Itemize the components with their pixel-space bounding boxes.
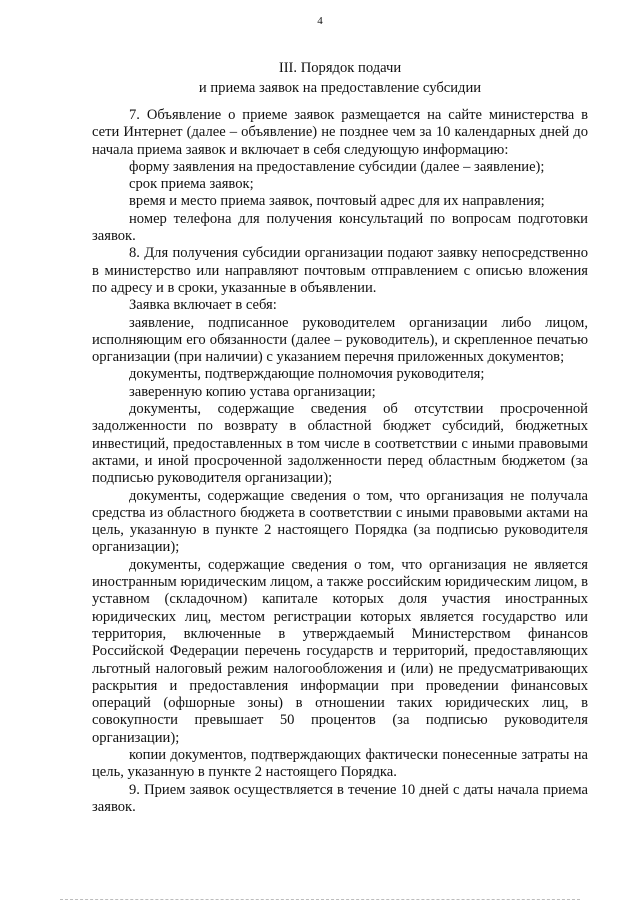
paragraph-application-contents: Заявка включает в себя: [129, 297, 277, 314]
paragraph-9-acceptance-period: 9. Прием заявок осуществляется в течение 10 дней с даты начала приема заявок. [92, 781, 588, 815]
paragraph-8-submission: 8. Для получения субсидии организации подают заявку непосредственно в министерство или направляют почтовым отправлением с описью вложения по адресу и в сроки, указанные в объявлении. [92, 245, 588, 296]
list-item-expense-copies: копии документов, подтверждающих фактически понесенные затраты на цель, указанную в пункте 2 настоящего Порядка. [92, 746, 588, 781]
document-body [92, 107, 588, 816]
section-title-line-1: III. Порядок подачи [278, 60, 402, 76]
page-number: 4 [317, 15, 323, 27]
list-item-no-debt-documents: документы, содержащие сведения об отсутствии просроченной задолженности по возврату в областной бюджет субсидий, бюджетных инвестиций, предоставленных в том числе в соответствии с иными правовыми актами, и иной просроченной задолженности перед областным бюджетом (за подписью руководителя организации); [92, 401, 588, 487]
paragraph-7-announcement: 7. Объявление о приеме заявок размещается на сайте министерства в сети Интернет (далее – объявление) не позднее чем за 10 календарных дней до начала приема заявок и включает в себя следующую информацию: [92, 107, 588, 158]
section-title-line-2: и приема заявок на предоставление субсидии [198, 80, 482, 96]
list-item-signed-application: заявление, подписанное руководителем организации либо лицом, исполняющим его обязанности (далее – руководитель), и скрепленное печатью организации (при наличии) с указанием перечня приложенных документов; [92, 314, 588, 366]
list-item-application-form: форму заявления на предоставление субсидии (далее – заявление); [129, 158, 545, 175]
scan-edge-artifact [60, 899, 580, 902]
list-item-phone-number: номер телефона для получения консультаций по вопросам подготовки заявок. [92, 210, 588, 245]
list-item-time-and-place: время и место приема заявок, почтовый адрес для их направления; [129, 193, 545, 210]
list-item-no-other-funds-documents: документы, содержащие сведения о том, что организация не получала средства из областного бюджета в соответствии с иными правовыми актами на цель, указанную в пункте 2 настоящего Порядка (за подписью руководителя организации); [92, 487, 588, 556]
list-item-not-foreign-entity-documents: документы, содержащие сведения о том, что организация не является иностранным юридическим лицом, а также российским юридическим лицом, в уставном (складочном) капитале которых доля участия иностранных юридических лиц, местом регистрации которых является государство или территория, включенные в утверждаемый Министерством финансов Российской Федерации перечень государств и территорий, предоставляющих льготный налоговый режим налогообложения и (или) не предусматривающих раскрытия и предоставления информации при проведении финансовых операций (офшорные зоны) в отношении таких юридических лиц, в совокупности превышает 50 процентов (за подписью руководителя организации); [92, 556, 588, 746]
list-item-charter-copy: заверенную копию устава организации; [129, 383, 376, 400]
list-item-authority-documents: документы, подтверждающие полномочия руководителя; [129, 366, 485, 383]
section-title [92, 58, 588, 98]
list-item-application-deadline: срок приема заявок; [129, 176, 254, 193]
